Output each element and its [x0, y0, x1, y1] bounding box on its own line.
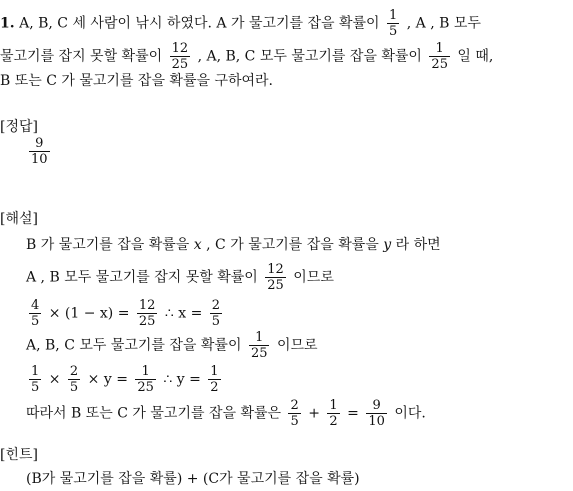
problem-text: A, B, C 세 사람이 낚시 하였다. A 가 물고기를 잡을 확률이 — [19, 15, 380, 32]
fraction: $\frac{1}{25}$ — [250, 330, 268, 361]
fraction: $\frac{1}{25}$ — [137, 364, 154, 395]
problem-text: , A , B 모두 — [406, 15, 481, 32]
fraction: $\frac{9}{10}$ — [31, 136, 48, 167]
solution-line-6: 따라서 B 또는 C 가 물고기를 잡을 확률은 $\frac{2}{5}$ + $\frac{1}{2}$ = $\frac{9}{10}$ 이다. — [26, 398, 426, 429]
fraction: $\frac{1}{5}$ — [31, 364, 40, 395]
solution-line-5: $\frac{1}{5}$ × $\frac{2}{5}$ × y = $\frac{1}{25}$ ∴ y = $\frac{1}{2}$ — [31, 364, 219, 395]
fraction: $\frac{4}{5}$ — [31, 298, 40, 329]
problem-text: B 또는 C 가 물고기를 잡을 확률을 구하여라. — [0, 73, 273, 89]
solution-title: [해설] — [0, 211, 38, 227]
fraction: $\frac{1}{5}$ — [389, 8, 398, 39]
problem-line-1 — [0, 8, 481, 39]
hint-title: [힌트] — [0, 447, 38, 463]
problem-line-2 — [0, 41, 493, 72]
problem-line-3 — [0, 72, 273, 90]
fraction: $\frac{9}{10}$ — [368, 398, 385, 429]
hint-text: (B가 물고기를 잡을 확률) + (C가 물고기를 잡을 확률) — [26, 471, 360, 487]
problem-number: 1. — [0, 15, 15, 32]
fraction: $\frac{1}{2}$ — [210, 364, 219, 395]
fraction: $\frac{12}{25}$ — [138, 298, 156, 329]
problem-text: , A, B, C 모두 물고기를 잡을 확률이 — [197, 48, 422, 65]
fraction: $\frac{1}{25}$ — [431, 41, 448, 72]
fraction: $\frac{1}{2}$ — [329, 398, 338, 429]
fraction: $\frac{12}{25}$ — [267, 262, 284, 293]
solution-line-1: B 가 물고기를 잡을 확률을 x , C 가 물고기를 잡을 확률을 y 라 하면 — [26, 237, 441, 253]
solution-line-4: A, B, C 모두 물고기를 잡을 확률이 $\frac{1}{25}$ 이므로 — [26, 330, 318, 361]
answer-value — [26, 136, 53, 167]
problem-text: 일 때, — [457, 48, 494, 65]
fraction: $\frac{2}{5}$ — [211, 298, 221, 329]
answer-title: [정답] — [0, 119, 38, 135]
fraction: $\frac{2}{5}$ — [290, 398, 299, 429]
solution-line-2: A , B 모두 물고기를 잡지 못할 확률이 $\frac{12}{25}$ 이므로 — [26, 262, 334, 293]
fraction: $\frac{12}{25}$ — [171, 41, 189, 72]
fraction: $\frac{2}{5}$ — [69, 364, 79, 395]
problem-text: 물고기를 잡지 못할 확률이 — [0, 48, 163, 65]
solution-line-3: $\frac{4}{5}$ × (1 − x) = $\frac{12}{25}$ ∴ x = $\frac{2}{5}$ — [31, 298, 221, 329]
